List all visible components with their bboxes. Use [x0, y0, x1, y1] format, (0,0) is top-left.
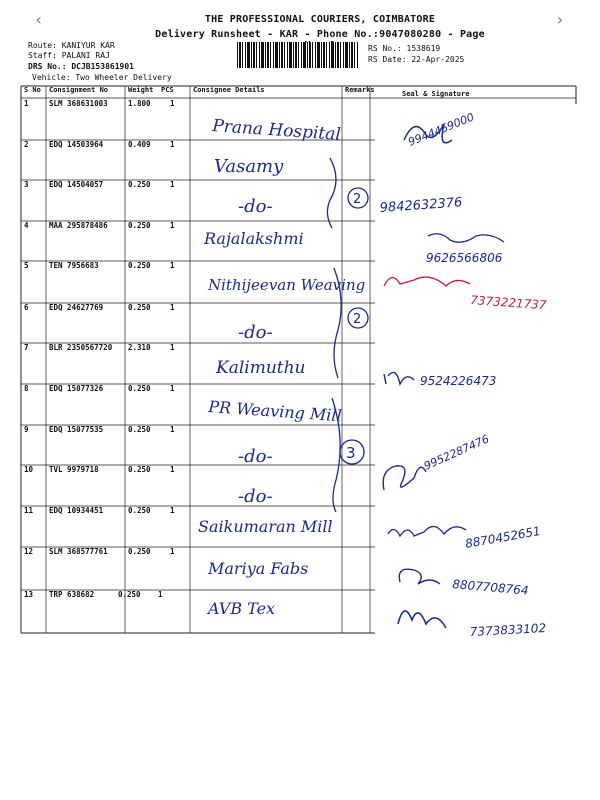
row-signature: 9952287476 — [421, 432, 492, 473]
row-consignment: EDQ 15077326 — [49, 384, 104, 393]
rs-date: RS Date: 22-Apr-2025 — [368, 55, 465, 64]
row-sno: 9 — [24, 425, 29, 434]
row-weight: 0.409 — [128, 140, 151, 149]
row-remark: 2 — [353, 312, 362, 327]
signature-scrawl — [384, 277, 470, 286]
row-weight: 1.800 — [128, 99, 151, 108]
row-weight: 0.250 — [128, 180, 151, 189]
signature-scrawl — [384, 372, 414, 384]
row-pcs: 1 — [170, 221, 175, 230]
header-pcs: PCS — [161, 86, 174, 94]
row-consignment: BLR 2350567720 — [49, 343, 113, 352]
table-row — [24, 221, 504, 265]
signature-scrawl — [388, 526, 466, 536]
row-signature: 9524226473 — [420, 374, 497, 388]
corner-mark-icon: ‹ — [34, 10, 44, 29]
table-row — [24, 384, 342, 425]
signature-scrawl — [383, 466, 426, 490]
row-sno: 6 — [24, 303, 29, 312]
row-consignment: SLM 368577761 — [49, 547, 108, 556]
row-consignee: -do- — [238, 196, 273, 217]
header-consignee: Consignee Details — [193, 86, 265, 94]
row-pcs: 1 — [170, 140, 175, 149]
row-pcs: 1 — [170, 99, 175, 108]
row-consignment: TRP 638682 — [49, 590, 95, 599]
staff-label: Staff: PALANI RAJ — [28, 51, 110, 60]
row-weight: 0.250 — [128, 261, 151, 270]
sheet-title: Delivery Runsheet - KAR - Phone No.:9047080280 - Page — [155, 29, 485, 40]
row-signature: 7373221737 — [469, 293, 547, 313]
header-consignment: Consignment No — [49, 86, 109, 94]
row-consignee: Rajalakshmi — [204, 229, 304, 248]
table-row — [24, 140, 284, 177]
corner-mark-icon: › — [555, 10, 565, 29]
row-pcs: 1 — [170, 547, 175, 556]
row-remark: 3 — [346, 444, 356, 462]
row-pcs: 1 — [170, 425, 175, 434]
row-consignment: TVL 9979718 — [49, 465, 99, 474]
row-sno: 13 — [24, 590, 34, 599]
row-signature: 9944459000 — [406, 110, 477, 149]
table-row — [24, 425, 491, 490]
row-pcs: 1 — [170, 261, 175, 270]
signature-scrawl — [398, 611, 446, 628]
table-header — [24, 86, 469, 98]
table-row — [24, 303, 368, 343]
signature-scrawl — [428, 234, 504, 243]
row-weight: 0.250 — [128, 425, 151, 434]
row-consignee: Vasamy — [214, 156, 284, 177]
row-sno: 12 — [24, 547, 34, 556]
header-weight: Weight — [128, 86, 154, 94]
header-signature: Seal & Signature — [402, 90, 470, 98]
company-title: THE PROFESSIONAL COURIERS, COIMBATORE — [204, 14, 436, 25]
header-remarks: Remarks — [345, 86, 375, 94]
row-consignee: Mariya Fabs — [208, 559, 309, 578]
vehicle-label: Vehicle: Two Wheeler Delivery — [32, 73, 172, 82]
row-signature: 7373833102 — [469, 621, 547, 639]
row-consignment: EDQ 10934451 — [49, 506, 104, 515]
row-pcs: 1 — [170, 384, 175, 393]
row-sno: 10 — [24, 465, 34, 474]
row-consignment: EDQ 15077535 — [49, 425, 104, 434]
group-bracket — [327, 158, 336, 228]
row-pcs: 1 — [170, 303, 175, 312]
row-pcs: 1 — [170, 506, 175, 515]
row-weight: 0.250 — [128, 384, 151, 393]
row-consignment: EDQ 14504057 — [49, 180, 104, 189]
row-signature: 8870452651 — [464, 523, 542, 551]
row-weight: 2.310 — [128, 343, 151, 352]
row-sno: 3 — [24, 180, 29, 189]
row-sno: 2 — [24, 140, 29, 149]
row-sno: 1 — [24, 99, 29, 108]
row-consignment: EDQ 14503964 — [49, 140, 104, 149]
table-row — [24, 506, 542, 551]
row-weight: 0.250 — [128, 506, 151, 515]
row-pcs: 1 — [170, 465, 175, 474]
row-signature: 9842632376 — [379, 195, 463, 216]
row-consignee: Kalimuthu — [216, 358, 306, 378]
row-sno: 11 — [24, 506, 34, 515]
drs-label: DRS No.: DCJB153861901 — [28, 62, 134, 71]
row-consignment: EDQ 24627769 — [49, 303, 104, 312]
row-consignee: PR Weaving Mill — [207, 397, 343, 426]
table-row — [24, 590, 546, 639]
row-sno: 8 — [24, 384, 29, 393]
rs-number: RS No.: 1538619 — [368, 44, 441, 53]
row-pcs: 1 — [170, 343, 175, 352]
row-consignee: -do- — [238, 322, 273, 343]
row-consignee: -do- — [238, 446, 273, 467]
row-signature: 9626566806 — [426, 251, 503, 265]
row-signature: 8807708764 — [451, 577, 530, 598]
table-row — [24, 180, 463, 217]
row-consignee: -do- — [238, 486, 273, 507]
row-consignment: TEN 7956683 — [49, 261, 99, 270]
row-weight: 0.250 — [128, 221, 151, 230]
row-consignee: Nithijeevan Weaving — [208, 276, 366, 294]
row-consignee: Prana Hospital — [211, 116, 342, 145]
row-pcs: 1 — [158, 590, 163, 599]
table-row — [24, 343, 496, 388]
row-consignment: SLM 368631003 — [49, 99, 108, 108]
table-row — [24, 465, 273, 507]
row-weight: 0.250 — [128, 547, 151, 556]
row-pcs: 1 — [170, 180, 175, 189]
row-sno: 7 — [24, 343, 29, 352]
row-weight: 0.250 — [128, 465, 151, 474]
row-consignee: Saikumaran Mill — [198, 517, 333, 536]
row-sno: 4 — [24, 221, 29, 230]
row-sno: 5 — [24, 261, 29, 270]
signature-scrawl — [399, 569, 440, 584]
row-consignment: MAA 295878486 — [49, 221, 108, 230]
header-sno: S No — [24, 86, 41, 94]
row-weight: 0.250 — [128, 303, 151, 312]
row-weight: 0.250 — [118, 590, 141, 599]
route-label: Route: KANIYUR KAR — [28, 41, 115, 50]
row-consignee: AVB Tex — [208, 599, 276, 618]
row-remark: 2 — [353, 192, 362, 207]
